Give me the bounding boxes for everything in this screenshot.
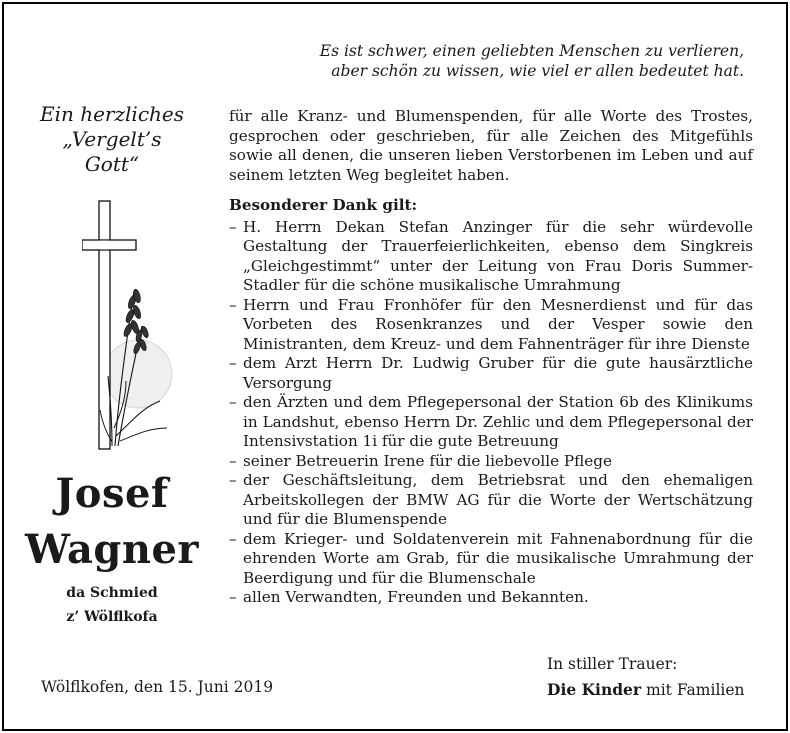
list-item: – den Ärzten und dem Pflegepersonal der Station 6b des Klinikums in Landshut, ebenso Herrn Dr. Zehlic und dem Pflegepersonal der Intensivstation 1i für die gute Betreuung bbox=[229, 393, 753, 450]
motto-line: aber schön zu wissen, wie viel er allen bedeutet hat. bbox=[331, 62, 744, 80]
list-item: – seiner Betreuerin Irene für die liebevolle Pflege bbox=[229, 451, 612, 470]
thanks-body bbox=[229, 107, 753, 608]
dash-marker: – bbox=[229, 295, 237, 314]
cross-wheat-illustration bbox=[82, 196, 182, 466]
list-item: – dem Krieger- und Soldatenverein mit Fahnenabordnung für die ehrenden Worte am Grab, für die musikalische Umrahmung der Beerdigung und für die Blumenschale bbox=[229, 529, 753, 587]
dash-marker: – bbox=[229, 529, 237, 548]
dash-marker: – bbox=[229, 588, 237, 606]
deceased-first-name: Josef bbox=[55, 470, 169, 517]
greeting-line: Ein herzliches bbox=[39, 102, 185, 126]
place-date: Wölflkofen, den 15. Juni 2019 bbox=[41, 678, 274, 696]
greeting-line: „Vergelt’s bbox=[62, 127, 162, 151]
list-item: – allen Verwandten, Freunden und Bekannten. bbox=[229, 588, 589, 606]
greeting-line: Gott“ bbox=[84, 152, 140, 176]
thanks-heading: Besonderer Dank gilt: bbox=[229, 196, 418, 214]
signature-block bbox=[547, 651, 745, 703]
dash-marker: – bbox=[229, 217, 237, 236]
deceased-hometown: z’ Wölflkofa bbox=[66, 609, 158, 625]
greeting bbox=[22, 102, 202, 177]
deceased-last-name: Wagner bbox=[25, 526, 199, 573]
signatories bbox=[547, 677, 745, 703]
intro-paragraph: für alle Kranz- und Blumenspenden, für alle Worte des Trostes, gesprochen oder geschrieben, für alle Zeichen des Mitgefühls sowie all denen, die unseren lieben Verstorbenen im Leben und auf seinem letzten Weg begleitet haben. bbox=[229, 107, 753, 184]
signatories-rest: mit Familien bbox=[646, 681, 745, 699]
list-item: – H. Herrn Dekan Stefan Anzinger für die sehr würdevolle Gestaltung der Trauerfeierlichkeiten, ebenso dem Singkreis „Gleichgestimmt“ unter der Leitung von Frau Doris Summer-Stadler für die schöne musikalische Umrahmung bbox=[229, 217, 753, 294]
motto-line: Es ist schwer, einen geliebten Menschen zu verlieren, bbox=[319, 42, 744, 60]
dash-marker: – bbox=[229, 471, 237, 489]
obituary-notice bbox=[2, 2, 788, 731]
mourning-line: In stiller Trauer: bbox=[547, 655, 678, 673]
thanks-list bbox=[229, 218, 753, 608]
deceased-nickname: da Schmied bbox=[66, 585, 158, 601]
signatories-kinder: Die Kinder bbox=[547, 680, 642, 699]
motto-quote bbox=[204, 41, 744, 81]
list-item: – Herrn und Frau Fronhöfer für den Mesnerdienst und für das Vorbeten des Rosenkranzes und der Vesper sowie den Ministranten, dem Kreuz- und dem Fahnenträger für ihre Dienste bbox=[229, 295, 753, 353]
dash-marker: – bbox=[229, 451, 237, 470]
dash-marker: – bbox=[229, 393, 237, 411]
dash-marker: – bbox=[229, 354, 237, 372]
list-item: – der Geschäftsleitung, dem Betriebsrat und den ehemaligen Arbeitskollegen der BMW AG für die Worte der Wertschätzung und für die Blumenspende bbox=[229, 471, 753, 528]
list-item: – dem Arzt Herrn Dr. Ludwig Gruber für die gute hausärztliche Versorgung bbox=[229, 354, 753, 392]
